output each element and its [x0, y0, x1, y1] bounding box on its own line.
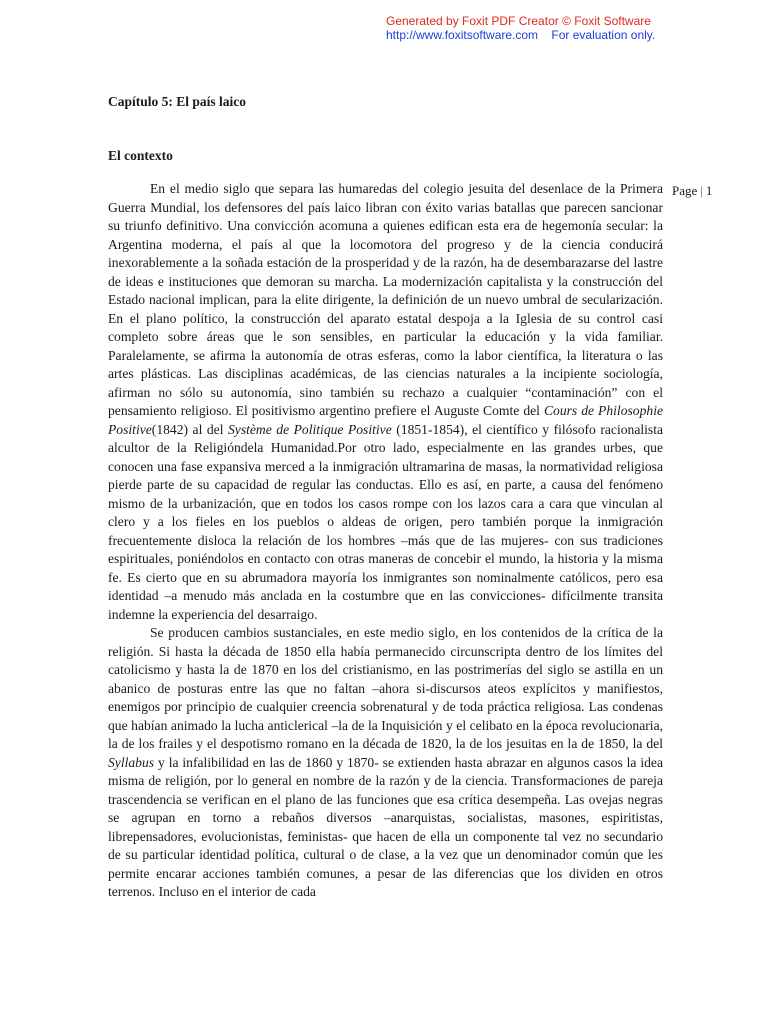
- watermark-line-1: Generated by Foxit PDF Creator © Foxit Software: [386, 14, 651, 28]
- text-run: (1851-1854), el científico y filósofo racionalista alcultor de la Religióndela Humanidad.Por otro lado, especialmente en las grandes urbes, que conocen una fase expansiva merced a la inmigración ultramarina de masas, la normatividad religiosa pierde parte de su capacidad de regular las conductas. Ello es así, en parte, a causa del fenómeno mismo de la urbanización, que en todos los casos rompe con los lazos cara a cara que vinculan al clero y a los fieles en los pueblos o aldeas de origen, pero también porque la inmigración frecuentemente disloca la relación de los hombres –más que de las mujeres- con sus tradiciones espirituales, poniéndolos en contacto con otras maneras de concebir el mundo, la historia y la misma fe. Es cierto que en su abrumadora mayoría los inmigrantes son nominalmente católicos, pero esa identidad –a menudo más anclada en la costumbre que en las convicciones- difícilmente transita indemne la experiencia del desarraigo.: [108, 421, 664, 622]
- italic-title: Syllabus: [108, 754, 155, 770]
- paragraph-1: [108, 180, 663, 624]
- page-number: [672, 183, 712, 199]
- watermark-line-2: [386, 28, 655, 42]
- italic-title: Système de Politique Positive: [227, 421, 392, 437]
- text-run: y la infalibilidad en las de 1860 y 1870- se extienden hasta abrazar en algunos casos la idea misma de religión, por lo general en nombre de la razón y de la ciencia. Transformaciones de pareja trascendencia se verifican en el plano de las funciones que esa crítica desempeña. Las ovejas negras se agrupan en torno a rebaños diversos –anarquistas, socialistas, masones, espiritistas, librepensadores, evolucionistas, feministas- que hacen de ella un componente tal vez no secundario de su particular identidad política, cultural o de clase, a la vez que un denominador común que les permite encarar acciones también comunes, a pesar de las diferencias que los dividen en otros terrenos. Incluso en el interior de cada: [108, 754, 663, 899]
- body-text: [108, 180, 663, 902]
- page-separator: |: [700, 183, 703, 198]
- watermark-eval: For evaluation only.: [551, 28, 656, 42]
- text-run: Se producen cambios sustanciales, en este medio siglo, en los contenidos de la crítica de la religión. Si hasta la década de 1850 ella había permanecido circunscripta dentro de los límites del catolicismo y hasta la de 1870 en los del cristianismo, en las postrimerías del siglo se astilla en un abanico de posturas entre las que no faltan –ahora si-discursos ateos explícitos y manifiestos, enemigos por principio de cualquier creencia sobrenatural y de toda práctica religiosa. Las condenas que habían animado la lucha anticlerical –la de la Inquisición y el celibato en la época revolucionaria, la de los frailes y el despotismo romano en la década de 1820, la de los jesuitas en la de 1850, la del: [108, 625, 663, 751]
- page-number-value: 1: [705, 183, 713, 198]
- watermark-url: http://www.foxitsoftware.com: [386, 28, 539, 42]
- page-label: Page: [672, 183, 698, 198]
- italic-title: Cours de Philosophie Positive: [108, 403, 664, 437]
- paragraph-2: [108, 624, 663, 902]
- text-run: (1842) al del: [151, 421, 228, 437]
- chapter-title: Capítulo 5: El país laico: [108, 94, 247, 109]
- section-title: El contexto: [108, 148, 173, 163]
- text-run: En el medio siglo que separa las humaredas del colegio jesuita del desenlace de la Primera Guerra Mundial, los defensores del país laico libran con éxito varias batallas que parecen sancionar su triunfo definitivo. Una convicción acomuna a quienes edifican esta era de hegemonía secular: la Argentina moderna, el país al que la locomotora del progreso y de la ciencia conducirá inexorablemente a la soñada estación de la prosperidad y de la razón, ha de desembarazarse del lastre de ideas e instituciones que demoran su marcha. La modernización capitalista y la construcción del Estado nacional implican, para la elite dirigente, la definición de un nuevo umbral de secularización. En el plano político, la construcción del aparato estatal despoja a la Iglesia de su control casi completo sobre áreas que le son sensibles, en particular la educación y la vida familiar. Paralelamente, se afirma la autonomía de otras esferas, como la labor científica, la literatura o las artes plásticas. Las disciplinas académicas, de las ciencias naturales a la incipiente sociología, afirman no sólo su autonomía, sino también su rechazo a cualquier “contaminación” con el pensamiento religioso. El positivismo argentino prefiere el Auguste Comte del: [108, 181, 663, 418]
- foxit-watermark: [386, 14, 655, 42]
